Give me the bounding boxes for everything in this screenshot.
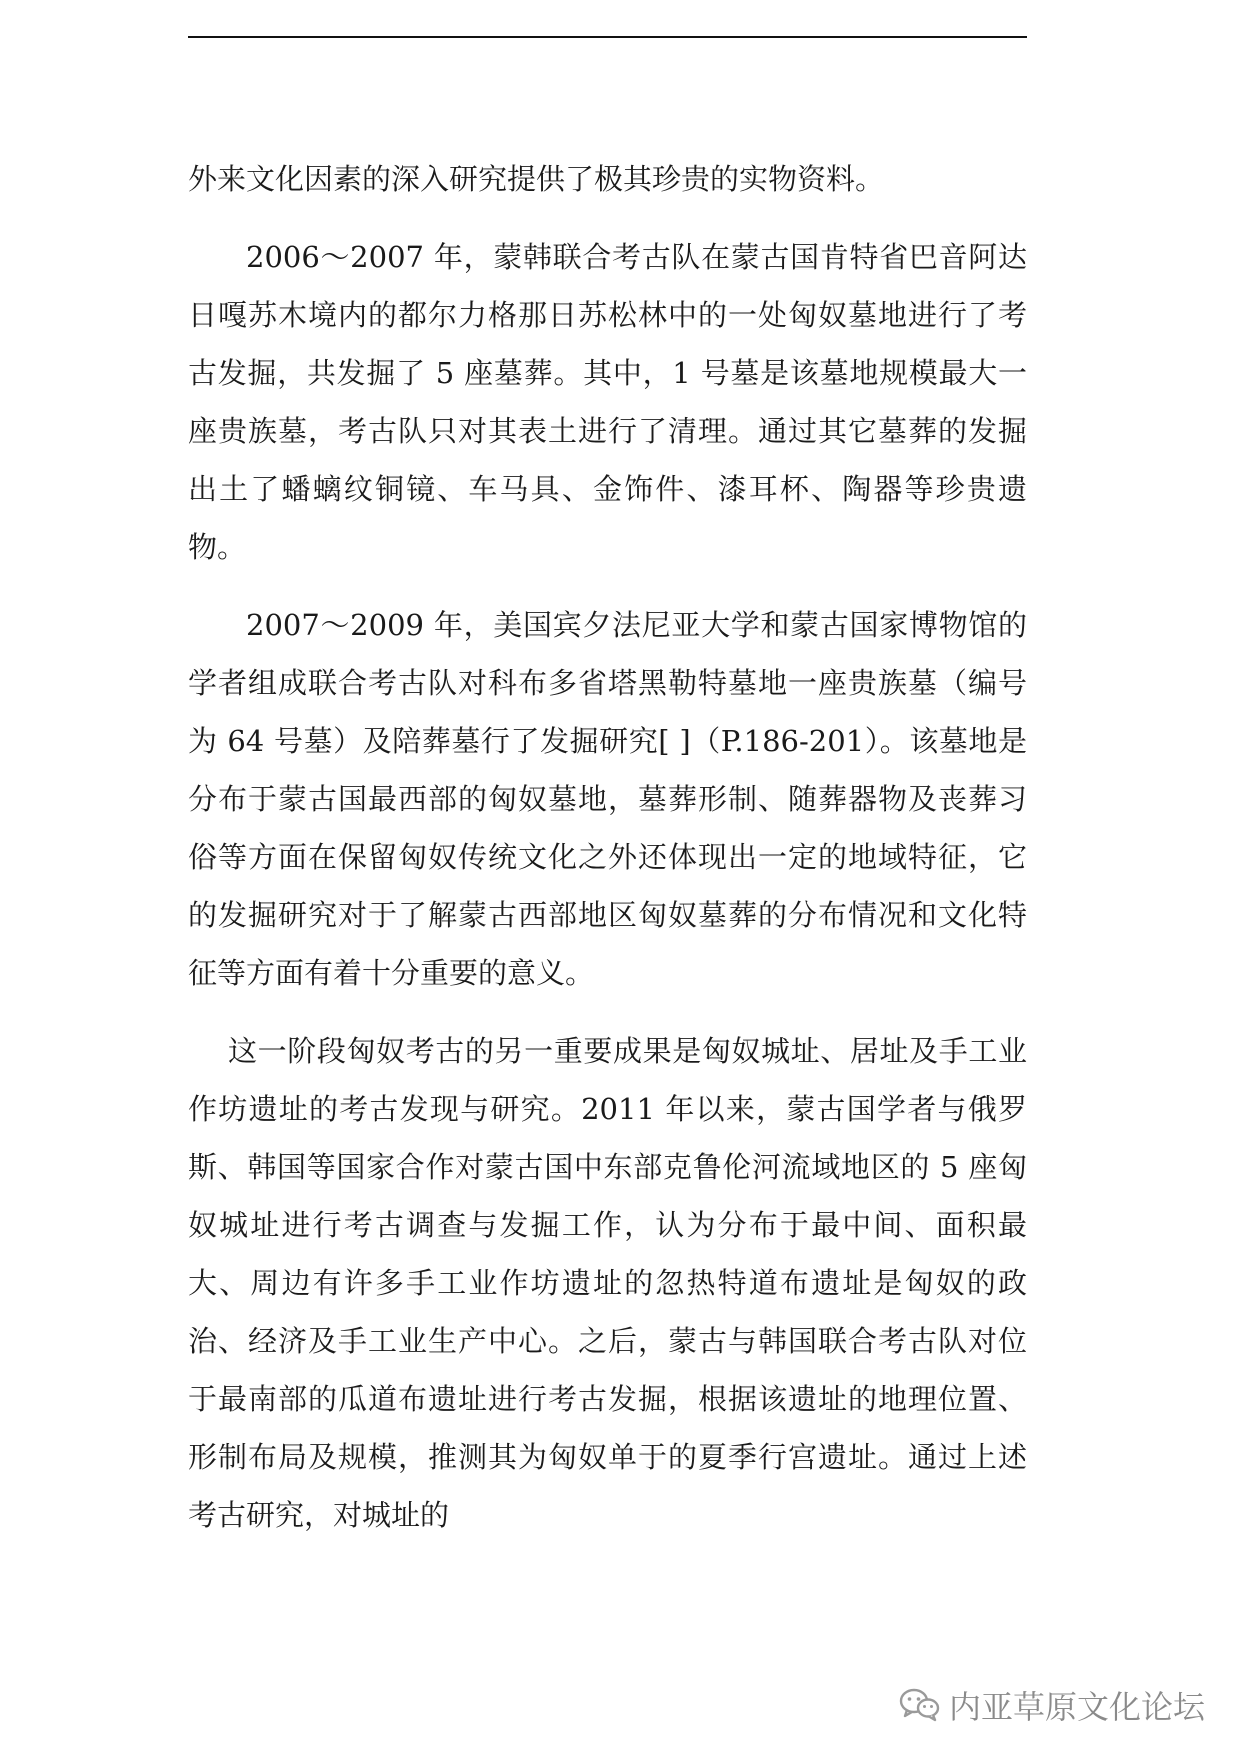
watermark-text: 内亚草原文化论坛 xyxy=(948,1688,1205,1726)
watermark xyxy=(899,1682,1205,1728)
paragraph-2: 2006～2007 年，蒙韩联合考古队在蒙古国肯特省巴音阿达日嘎苏木境内的都尔力格那日苏松林中的一处匈奴墓地进行了考古发掘，共发掘了 5 座墓葬。其中，1 号墓是该墓地规模最大一座贵族墓，考古队只对其表土进行了清理。通过其它墓葬的发掘出土了蟠螭纹铜镜、车马具、金饰件、漆耳杯、陶器等珍贵遗物。 xyxy=(188,240,1027,564)
paragraph-4: 这一阶段匈奴考古的另一重要成果是匈奴城址、居址及手工业作坊遗址的考古发现与研究。2011 年以来，蒙古国学者与俄罗斯、韩国等国家合作对蒙古国中东部克鲁伦河流域地区的 5 座匈奴城址进行考古调查与发掘工作，认为分布于最中间、面积最大、周边有许多手工业作坊遗址的忽热特道布遗址是匈奴的政治、经济及手工业生产中心。之后，蒙古与韩国联合考古队对位于最南部的瓜道布遗址进行考古发掘，根据该遗址的地理位置、形制布局及规模，推测其为匈奴单于的夏季行宫遗址。通过上述考古研究，对城址的 xyxy=(188,1034,1027,1532)
paragraph-1: 外来文化因素的深入研究提供了极其珍贵的实物资料。 xyxy=(188,162,885,196)
wechat-icon xyxy=(899,1688,941,1722)
header-rule xyxy=(188,36,1027,38)
document-body xyxy=(188,150,1027,1544)
paragraph-3: 2007～2009 年，美国宾夕法尼亚大学和蒙古国家博物馆的学者组成联合考古队对科布多省塔黑勒特墓地一座贵族墓（编号为 64 号墓）及陪葬墓行了发掘研究[ ]（P.186-201）。该墓地是分布于蒙古国最西部的匈奴墓地，墓葬形制、随葬器物及丧葬习俗等方面在保留匈奴传统文化之外还体现出一定的地域特征，它的发掘研究对于了解蒙古西部地区匈奴墓葬的分布情况和文化特征等方面有着十分重要的意义。 xyxy=(188,608,1027,990)
